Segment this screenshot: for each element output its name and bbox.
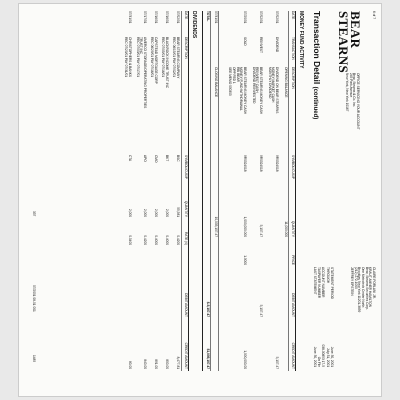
office-address: OFFICE SERVICING YOUR ACCOUNT Bear, Stearns & Co. Inc. 245 Park Avenue New York, New York 10167: [344, 73, 360, 130]
divider: [188, 11, 189, 371]
footer-page-ref: 337: [32, 211, 36, 217]
page-title: Transaction Detail (continued): [312, 11, 322, 120]
bear-stearns-logo: BEAR STEARNS: [335, 11, 363, 74]
divider: [202, 11, 203, 371]
divider: [288, 11, 289, 371]
footer-code: 07/2001 08-01 001: [32, 285, 36, 312]
money-fund-heading: MONEY FUND ACTIVITY: [298, 11, 304, 69]
divider: [295, 11, 296, 371]
statement-info: STATEMENT PERIOD June 30, 2001 THROUGH July 31, 2001 ACCOUNT NUMBER 038-00853 17-5 TAXPAYER NUMBER On File LAST STATEMENT June 30, 2001: [313, 267, 334, 367]
footer-number: 1485: [32, 355, 36, 363]
dividends-heading: DIVIDENDS: [191, 11, 197, 39]
divider: [218, 11, 219, 371]
client-address: CLAIRE FORLANI JR. KRAUT AMNER HAMILTON Bear, Stearns Securities Corp. One Metrotech Center North Brooklyn, New York 11201-3859 (212) 272-1000 JEFFREY EPSTEIN: [349, 267, 376, 313]
divider: [210, 11, 211, 371]
page-number: 6 of 7: [372, 11, 376, 19]
divider: [181, 11, 182, 371]
statement-page: [18, 3, 382, 397]
statement-content: 6 of 7 BEAR STEARNS OFFICE SERVICING YOUR ACCOUNT Bear, Stearns & Co. Inc. 245 Park Avenue New York, New York 10167 CLAIRE FORLANI JR. KRAUT AMNER HAMILTON Bear, Stearns Securities Corp. One Metrotech Center North Brooklyn, New York 11201-3859 (212) 272-1000 JEFFREY EPSTEIN STATEMENT PERIOD June 30, 2001 THROUGH July 31, 2001 ACCOUNT NUMBER 038-00853 17-5 TAXPAYER NUMBER On File LAST STATEMENT June 30, 2001 Transaction Detail (continued) MONEY FUND ACTIVITY DATE TRANSACTION DESCRIPTION SYMBOL/CUSIP QUANTITY PRICE DEBIT AMOUNT CREDIT AMOUNT OPENING BALANCE 11,000.000 07/02/01 DIVIDEND DIVIDEND ON BEAR STEARNS MONEY MARKET CASH MONTHLY DIVIDEND 9R0024018 5,107.47 07/02/01 REINVEST BEAR STEARNS MONEY CASH REINVEST CASH DIVIDEND REINVESTED 9R0024018 5,107.47 5,107.47 07/20/01 SOLD BEAR STEARNS MONEY CASH MONEY FUND WITHDRAWAL RBI BEAR OPP FED 1 SEE MEMO 000300 9R0024018 1,000,000.000 1.0000 1,000,000.00 07/31/01 CLOSING BALANCE 10,005,107.47 TOTAL $-5,107.47 $1,005,107.47 DIVIDENDS DATE DESCRIPTION SYMBOL/CUSIP QUANTITY RATE (¢) DEBIT AMOUNT CREDIT AMOUNT 07/02/01 BEAR STEARNS COMPANY REC 06/15/01 PAY 07/02/01 BSC 55,581 0.4200 8,477.81 07/16/01 BLACKROCK INCOME TRUST INC REC 07/05/01 PAY 07/16/01 BKT 2,000 0.4000 800.00 07/16/01 CAPSTEAD MORTGAGE CORP REC 06/29/01 PAY 07/16/01 CMO 2,000 0.4000 891.00 07/17/01 AMERCO STORAGE/OPERATING PROPERTIES TRUST INC REC 07/03/01 PAY 07/17/01 APO 2,000 0.4200 840.00 07/31/01 CHRISTOPHERS & BANKS REC 07/20/01 PAY 07/31/01 CTA 2,000 0.0400 80.00 337 07/2001 08-01 001 1485: [32, 11, 376, 369]
